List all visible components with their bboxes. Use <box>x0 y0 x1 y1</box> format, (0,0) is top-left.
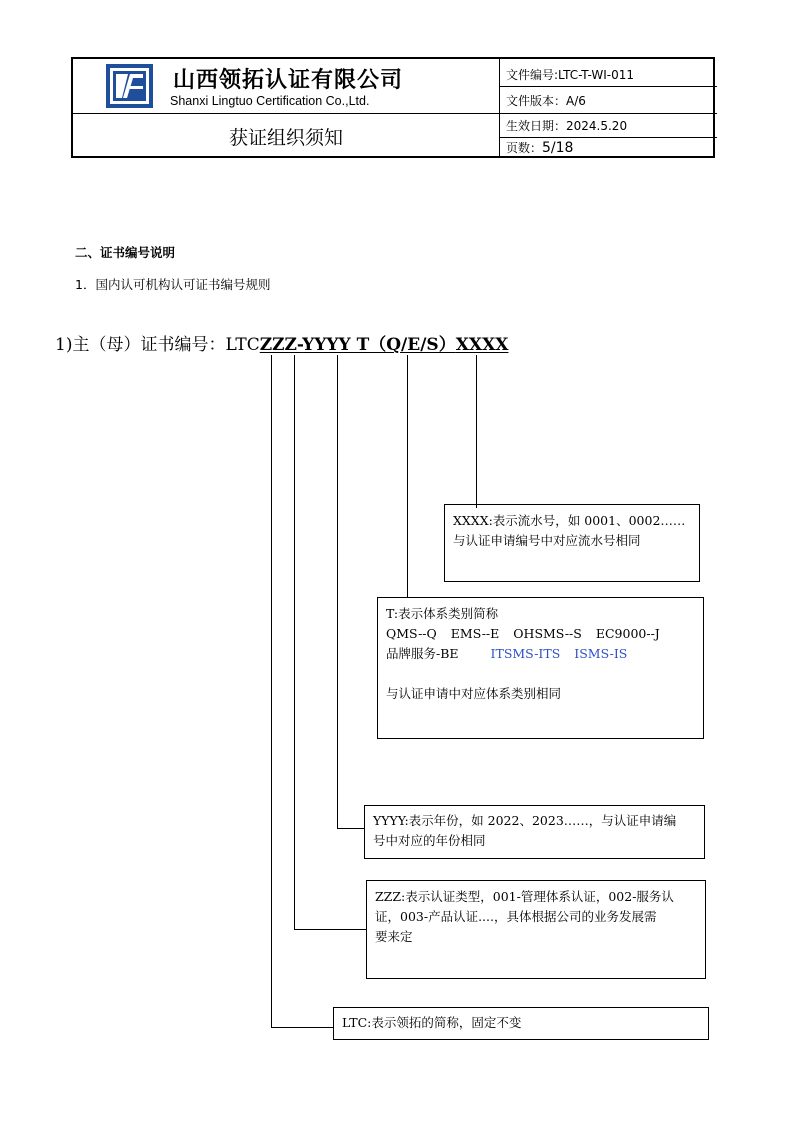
box-line: 号中对应的年份相同 <box>373 833 486 848</box>
connector-line <box>294 929 366 930</box>
formula-prefix: 1)主（母）证书编号：LTC <box>55 335 260 355</box>
section-title: 二、证书编号说明 <box>75 245 176 260</box>
header-divider <box>499 59 500 156</box>
connector-line <box>271 355 272 1028</box>
document-header <box>71 57 715 158</box>
box-line: YYYY:表示年份，如 2022、2023……，与认证申请编 <box>373 813 677 828</box>
company-name-en: Shanxi Lingtuo Certification Co.,Ltd. <box>170 94 370 108</box>
item-title: 1．国内认可机构认可证书编号规则 <box>75 277 271 292</box>
blank-line <box>386 664 695 684</box>
box-line: XXXX:表示流水号，如 0001、0002…… <box>453 513 686 528</box>
box-line: 要来定 <box>375 929 413 944</box>
doc-number: 文件编号:LTC-T-WI-011 <box>506 68 635 82</box>
formula-zzz: ZZZ- <box>259 335 303 355</box>
header-divider <box>73 113 499 114</box>
t-explanation-box <box>377 597 704 739</box>
doc-version: 文件版本：A/6 <box>506 94 586 108</box>
zzz-explanation-box <box>366 880 706 979</box>
connector-line <box>294 355 295 930</box>
header-divider <box>499 86 717 87</box>
company-logo-icon <box>106 64 153 108</box>
box-line: 证，003-产品认证....，具体根据公司的业务发展需 <box>375 909 657 924</box>
box-line <box>386 644 695 664</box>
header-divider <box>499 113 717 114</box>
system-code: QMS--Q <box>386 626 437 641</box>
certificate-number-formula <box>55 330 508 355</box>
connector-line <box>337 828 364 829</box>
box-line: ZZZ:表示认证类型，001-管理体系认证，002-服务认 <box>375 889 674 904</box>
document-title: 获证组织须知 <box>228 127 343 149</box>
system-code: EC9000--J <box>595 626 660 641</box>
system-code: 品牌服务-BE <box>386 646 459 661</box>
connector-line <box>271 1027 333 1028</box>
system-code: OHSMS--S <box>513 626 582 641</box>
connector-line <box>476 355 477 508</box>
yyyy-explanation-box <box>364 805 705 859</box>
box-line: LTC:表示领拓的简称，固定不变 <box>342 1015 522 1030</box>
system-code: EMS--E <box>450 626 500 641</box>
connector-line <box>337 355 338 829</box>
effective-date: 生效日期：2024.5.20 <box>506 119 628 133</box>
system-code: ITSMS-ITS <box>490 646 561 661</box>
company-name-cn: 山西领拓认证有限公司 <box>173 68 404 93</box>
page-count-label: 页数： <box>506 141 543 155</box>
header-divider <box>499 137 717 138</box>
xxxx-explanation-box <box>444 504 700 582</box>
formula-yyyy-t: YYYY T（Q/E/S） <box>302 335 456 355</box>
formula-xxxx: XXXX <box>455 335 509 355</box>
page-count-value: 5/18 <box>542 140 574 156</box>
page-count <box>506 139 573 156</box>
box-line <box>386 624 695 644</box>
connector-line <box>407 355 408 598</box>
system-code: ISMS-IS <box>574 646 628 661</box>
box-line: 与认证申请编号中对应流水号相同 <box>453 533 641 548</box>
box-line: 与认证申请中对应体系类别相同 <box>386 686 562 701</box>
ltc-explanation-box <box>333 1007 709 1040</box>
box-line: T:表示体系类别简称 <box>386 606 499 621</box>
